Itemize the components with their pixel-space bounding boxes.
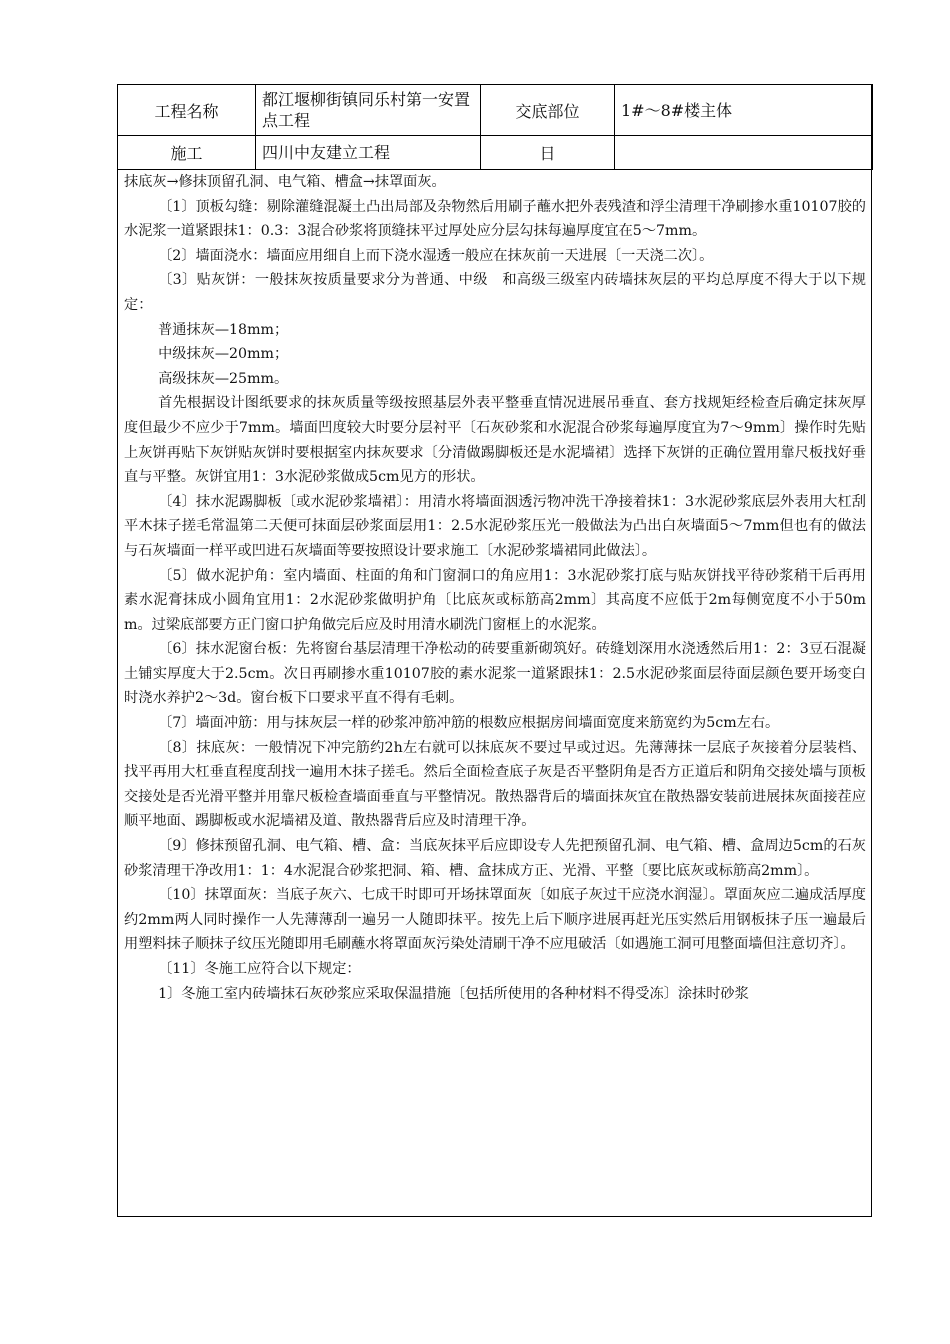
paragraph-10: 〔10〕抹罩面灰：当底子灰六、七成干时即可开场抹罩面灰〔如底子灰过干应浇水润湿〕。罩面灰应二遍成活厚度约2mm两人同时操作一人先薄薄刮一遍另一人随即抹平。按先上后下顺序进展再赶光压实然后用钢板抹子压一遍最后用塑料抹子顺抹子纹压光随即用毛刷蘸水将罩面灰污染处清刷干净不应甩破活〔如遇施工洞可甩整面墙但注意切齐〕。 bbox=[124, 887, 866, 953]
paragraph-1: 〔1〕顶板勾缝：剔除灌缝混凝土凸出局部及杂物然后用刷子蘸水把外表残渣和浮尘清理干净刷掺水重10107胶的水泥浆一道紧跟抹1：0.3：3混合砂浆将顶缝抹平过厚处应分层勾抹每遍厚度宜在5～7mm。 bbox=[124, 198, 866, 240]
date-label: 日 bbox=[481, 136, 615, 170]
header-table bbox=[117, 84, 873, 170]
location-value: 1#～8#楼主体 bbox=[615, 85, 873, 136]
construction-label: 施工 bbox=[118, 136, 256, 170]
document-body bbox=[124, 170, 866, 1006]
construction-value: 四川中友建立工程 bbox=[256, 136, 481, 170]
header-row-2 bbox=[118, 136, 873, 170]
paragraph-6: 〔6〕抹水泥窗台板：先将窗台基层清理干净松动的砖要重新砌筑好。砖缝划深用水浇透然后用1：2：3豆石混凝土铺实厚度大于2.5cm。次日再刷掺水重10107胶的素水泥浆一道紧跟抹1：2.5水泥砂浆面层待面层颜色要开场变白时浇水养护2～3d。窗台板下口要求平直不得有毛刺。 bbox=[124, 641, 866, 707]
paragraph-8: 〔8〕抹底灰：一般情况下冲完筋约2h左右就可以抹底灰不要过早或过迟。先薄薄抹一层底子灰接着分层装档、找平再用大杠垂直程度刮找一遍用木抹子搓毛。然后全面检查底子灰是否平整阴角是否方正道后和阴角交接处墙与顶板交接处是否光滑平整并用靠尺板检查墙面垂直与平整情况。散热器背后的墙面抹灰宜在散热器安装前进展抹灰面接茬应顺平地面、踢脚板或水泥墙裙及道、散热器背后应及时清理干净。 bbox=[124, 739, 866, 830]
project-name-value: 都江堰柳街镇同乐村第一安置点工程 bbox=[256, 85, 481, 136]
header-row-1 bbox=[118, 85, 873, 136]
date-value bbox=[615, 136, 873, 170]
paragraph-3-detail: 首先根据设计图纸要求的抹灰质量等级按照基层外表平整垂直情况进展吊垂直、套方找规矩经检查后确定抹灰厚度但最少不应少于7mm。墙面凹度较大时要分层衬平〔石灰砂浆和水泥混合砂浆每遍厚度宜为7～9mm〕操作时先贴上灰饼再贴下灰饼贴灰饼时要根据室内抹灰要求〔分清做踢脚板还是水泥墙裙〕选择下灰饼的正确位置用靠尺板找好垂直与平整。灰饼宜用1：3水泥砂浆做成5cm见方的形状。 bbox=[124, 395, 866, 486]
paragraph-11-item-1: 1〕冬施工室内砖墙抹石灰砂浆应采取保温措施〔包括所使用的各种材料不得受冻〕涂抹时砂浆 bbox=[158, 985, 749, 1002]
list-item: 中级抹灰—20mm； bbox=[158, 346, 289, 363]
paragraph-5: 〔5〕做水泥护角：室内墙面、柱面的角和门窗洞口的角应用1：3水泥砂浆打底与贴灰饼找平待砂浆稍干后再用素水泥膏抹成小圆角宜用1：2水泥砂浆做明护角〔比底灰或标筋高2mm〕其高度不应低于2m每侧宽度不小于50mm。过梁底部要方正门窗口护角做完后应及时用清水刷洗门窗框上的水泥浆。 bbox=[124, 567, 866, 633]
paragraph-11: 〔11〕冬施工应符合以下规定： bbox=[158, 961, 361, 977]
list-item: 高级抹灰—25mm。 bbox=[158, 370, 289, 387]
paragraph-3: 〔3〕贴灰饼：一般抹灰按质量要求分为普通、中级 和高级三级室内砖墙抹灰层的平均总厚度不得大于以下规定： bbox=[124, 272, 866, 313]
list-item: 普通抹灰—18mm； bbox=[158, 321, 289, 338]
paragraph-7: 〔7〕墙面冲筋：用与抹灰层一样的砂浆冲筋冲筋的根数应根据房间墙面宽度来筋宽约为5cm左右。 bbox=[158, 715, 780, 732]
intro-line: 抹底灰→修抹顶留孔洞、电气箱、槽盒→抹罩面灰。 bbox=[124, 174, 446, 190]
paragraph-4: 〔4〕抹水泥踢脚板〔或水泥砂浆墙裙〕：用清水将墙面洇透污物冲洗干净接着抹1：3水泥砂浆底层外表用大杠刮平木抹子搓毛常温第二天便可抹面层砂浆面层用1：2.5水泥砂浆压光一般做法为凸出白灰墙面5～7mm但也有的做法与石灰墙面一样平或凹进石灰墙面等要按照设计要求施工〔水泥砂浆墙裙同此做法〕。 bbox=[124, 493, 866, 559]
location-label: 交底部位 bbox=[481, 85, 615, 136]
paragraph-9: 〔9〕修抹预留孔洞、电气箱、槽、盒：当底灰抹平后应即设专人先把预留孔洞、电气箱、槽、盒周边5cm的石灰砂浆清理干净改用1：1：4水泥混合砂浆把洞、箱、槽、盒抹成方正、光滑、平整〔要比底灰或标筋高2mm〕。 bbox=[124, 838, 866, 879]
paragraph-2: 〔2〕墙面浇水：墙面应用细自上而下浇水湿透一般应在抹灰前一天进展〔一天浇二次〕。 bbox=[158, 247, 714, 264]
project-name-label: 工程名称 bbox=[118, 85, 256, 136]
